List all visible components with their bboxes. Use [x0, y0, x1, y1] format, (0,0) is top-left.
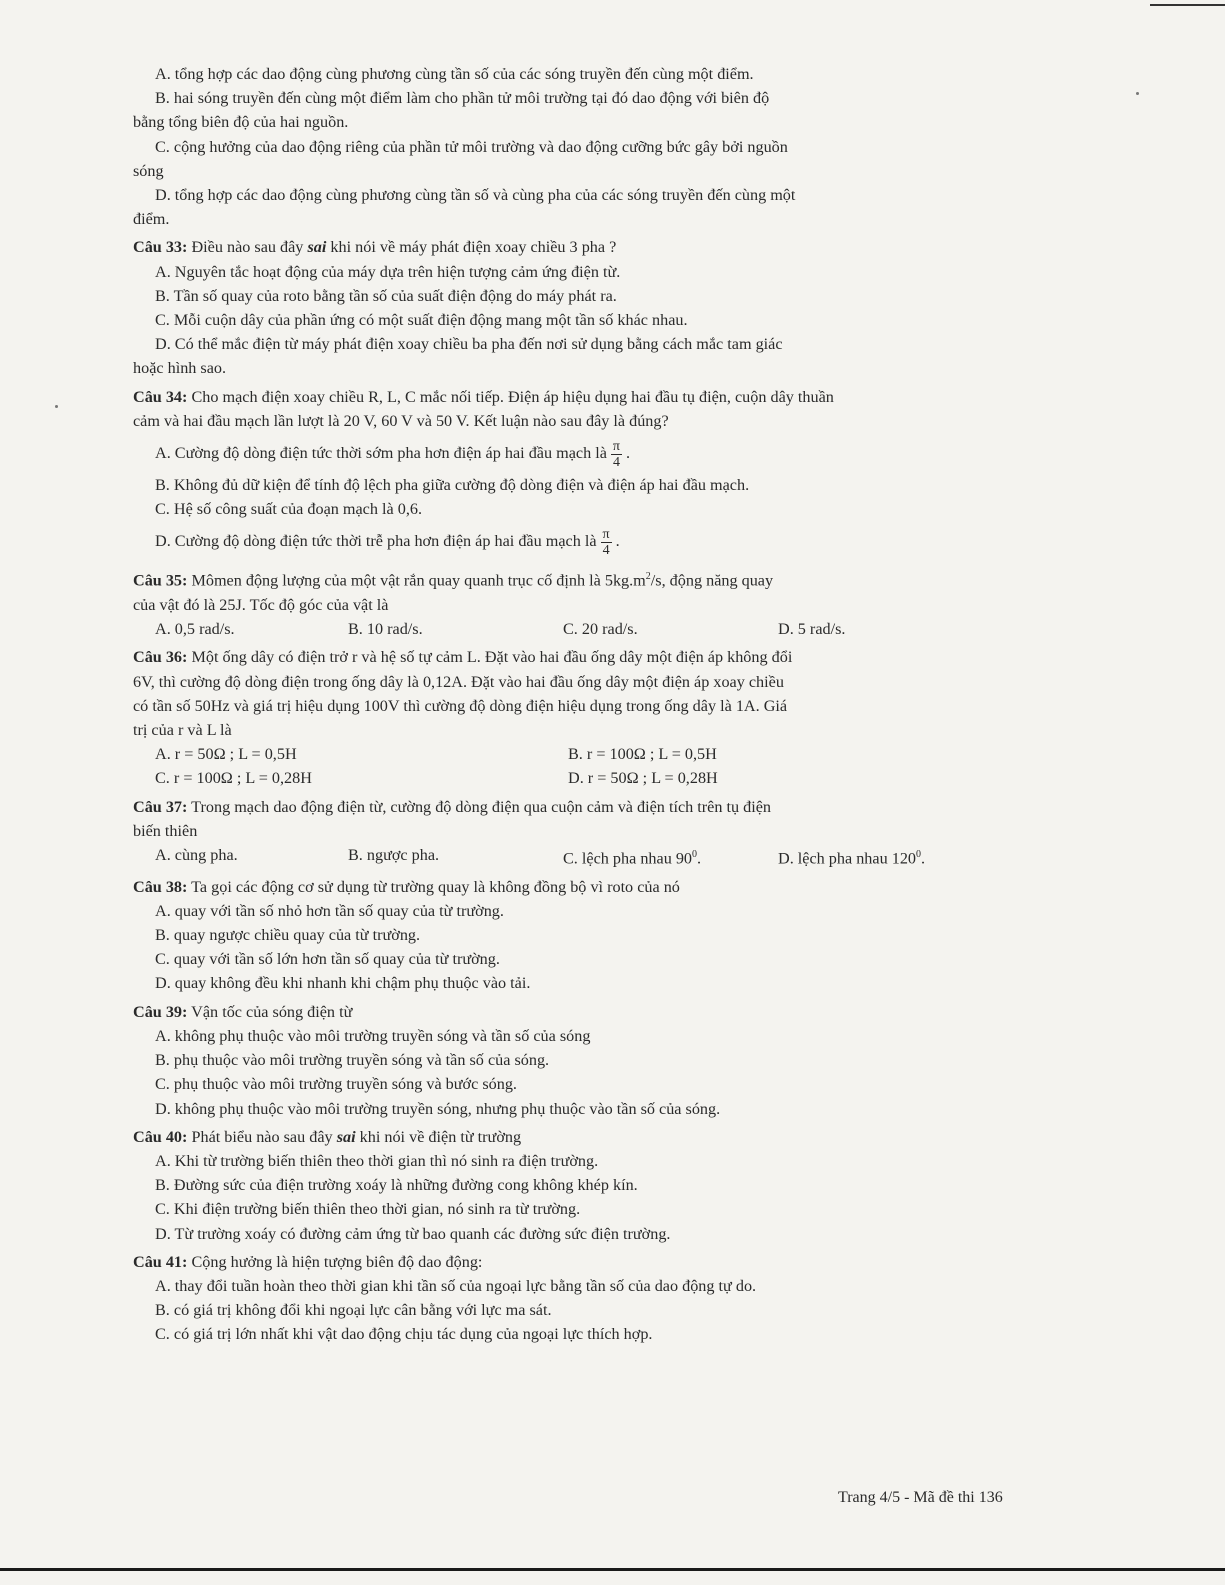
- option-d-cont: hoặc hình sao.: [133, 359, 227, 378]
- question-label: Câu 41:: [133, 1252, 188, 1271]
- exam-content: [133, 62, 1048, 1347]
- fraction-numerator: π: [602, 527, 610, 543]
- option-c: [563, 843, 778, 871]
- stem-text: khi nói về điện từ trường: [355, 1127, 522, 1146]
- option-d: D. r = 50Ω ; L = 0,28H: [568, 769, 718, 788]
- superscript: 0: [692, 849, 698, 861]
- question-stem: [133, 875, 1048, 899]
- option-a: A. cùng pha.: [155, 846, 238, 865]
- option-d: [778, 843, 993, 871]
- stem-text: Điều nào sau đây: [187, 238, 308, 257]
- option-b-cont: bằng tổng biên độ của hai nguồn.: [133, 113, 349, 132]
- option-a: A. tổng hợp các dao động cùng phương cùng tần số của các sóng truyền đến cùng một điểm.: [155, 65, 754, 83]
- option-c: C. phụ thuộc vào môi trường truyền sóng và bước sóng.: [155, 1075, 517, 1094]
- stem-text: Cho mạch điện xoay chiều R, L, C mắc nối tiếp. Điện áp hiệu dụng hai đầu tụ điện, cuộn dây thuần: [187, 387, 834, 406]
- option-d: D. Có thể mắc điện từ máy phát điện xoay chiều ba pha đến nơi sử dụng bằng cách mắc tam giác: [155, 335, 783, 354]
- stem-text: Cộng hưởng là hiện tượng biên độ dao động:: [187, 1252, 483, 1271]
- option-c-cont: sóng: [133, 161, 164, 180]
- question-stem-cont: của vật đó là 25J. Tốc độ góc của vật là: [133, 596, 389, 615]
- stem-text: Ta gọi các động cơ sử dụng từ trường quay là không đồng bộ vì roto của nó: [187, 877, 680, 896]
- question-stem: [133, 1125, 1048, 1149]
- stem-text: Vận tốc của sóng điện từ: [187, 1002, 353, 1021]
- option-text: A. Cường độ dòng điện tức thời sớm pha hơn điện áp hai đầu mạch là: [155, 444, 607, 463]
- question-38: [133, 875, 1048, 996]
- option-b: B. hai sóng truyền đến cùng một điểm làm cho phần tử môi trường tại đó dao động với biên độ: [155, 89, 770, 108]
- question-label: Câu 38:: [133, 877, 188, 896]
- option-c: C. Hệ số công suất của đoạn mạch là 0,6.: [155, 500, 423, 519]
- question-stem-cont: cảm và hai đầu mạch lần lượt là 20 V, 60 V và 50 V. Kết luận nào sau đây là đúng?: [133, 411, 669, 430]
- option-a: A. 0,5 rad/s.: [155, 620, 235, 639]
- option-b: B. r = 100Ω ; L = 0,5H: [568, 745, 717, 764]
- question-stem: [133, 1000, 1048, 1024]
- question-33: [133, 235, 1048, 380]
- options-row: [133, 766, 1048, 790]
- option-d-cont: điểm.: [133, 210, 170, 229]
- option-c: C. Khi điện trường biến thiên theo thời gian, nó sinh ra từ trường.: [155, 1200, 581, 1219]
- option-b: B. Không đủ dữ kiện để tính độ lệch pha giữa cường độ dòng điện và điện áp hai đầu mạch.: [155, 476, 750, 495]
- question-32-options: [133, 62, 1048, 231]
- question-35: [133, 565, 1048, 641]
- option-d: D. tổng hợp các dao động cùng phương cùng tần số và cùng pha của các sóng truyền đến cùng một: [155, 186, 796, 205]
- stem-emphasis: sai: [336, 1127, 356, 1146]
- option-text: D. lệch pha nhau 120: [778, 849, 917, 868]
- option-a: A. không phụ thuộc vào môi trường truyền sóng và tần số của sóng: [155, 1026, 591, 1045]
- question-label: Câu 40:: [133, 1127, 188, 1146]
- question-label: Câu 33:: [133, 238, 188, 257]
- option-b: B. Đường sức của điện trường xoáy là những đường cong không khép kín.: [155, 1176, 638, 1195]
- question-stem-cont: trị của r và L là: [133, 721, 232, 740]
- stem-emphasis: sai: [307, 238, 327, 257]
- option-b: B. phụ thuộc vào môi trường truyền sóng và tần số của sóng.: [155, 1051, 550, 1070]
- option-text: .: [697, 849, 702, 868]
- scan-speck: [1136, 92, 1139, 95]
- question-stem: [133, 1250, 1048, 1274]
- fraction-pi-over-4: [611, 439, 622, 470]
- fraction-denominator: 4: [602, 543, 610, 559]
- scan-speck: [55, 405, 58, 408]
- option-a: A. Cường độ dòng điện tức thời sớm pha hơn điện áp hai đầu mạch là $\frac{\pi}{4}$ .: [155, 438, 631, 470]
- option-c: C. cộng hưởng của dao động riêng của phần tử môi trường và dao động cưỡng bức gây bởi nguồn: [155, 137, 788, 156]
- fraction-pi-over-4: [601, 527, 612, 558]
- superscript: 2: [645, 571, 651, 583]
- page-footer: Trang 4/5 - Mã đề thi 136: [838, 1489, 1003, 1506]
- stem-text: Mômen động lượng của một vật rắn quay quanh trục cố định là 5kg.m: [187, 571, 646, 590]
- option-a: A. quay với tần số nhỏ hơn tần số quay của từ trường.: [155, 901, 504, 920]
- option-a: A. thay đổi tuần hoàn theo thời gian khi tần số của ngoại lực bằng tần số của dao động tự do.: [155, 1276, 757, 1295]
- question-label: Câu 36:: [133, 648, 188, 667]
- option-c: C. Mỗi cuộn dây của phần ứng có một suất điện động mang một tần số khác nhau.: [155, 311, 688, 330]
- stem-text: Một ống dây có điện trở r và hệ số tự cảm L. Đặt vào hai đầu ống dây một điện áp không đổi: [187, 648, 793, 667]
- option-text: .: [921, 849, 926, 868]
- question-stem: [133, 795, 1048, 819]
- question-stem: [133, 565, 1048, 593]
- fraction-numerator: π: [612, 438, 620, 454]
- option-text: C. lệch pha nhau 90: [563, 849, 693, 868]
- option-a: A. Nguyên tắc hoạt động của máy dựa trên hiện tượng cảm ứng điện từ.: [155, 262, 621, 281]
- question-label: Câu 37:: [133, 797, 188, 816]
- option-d: D. 5 rad/s.: [778, 620, 846, 639]
- option-c: C. có giá trị lớn nhất khi vật dao động chịu tác dụng của ngoại lực thích hợp.: [155, 1325, 653, 1344]
- options-row: [133, 617, 1048, 641]
- stem-text: /s, động năng quay: [650, 571, 774, 590]
- question-stem: [133, 235, 1048, 259]
- option-d: D. Cường độ dòng điện tức thời trễ pha hơn điện áp hai đầu mạch là $\frac{\pi}{4}$ .: [155, 527, 620, 559]
- question-34: [133, 385, 1048, 562]
- question-stem: [133, 645, 1048, 669]
- fraction-denominator: 4: [612, 454, 620, 470]
- option-text: D. Cường độ dòng điện tức thời trễ pha hơn điện áp hai đầu mạch là: [155, 532, 597, 551]
- stem-text: Trong mạch dao động điện từ, cường độ dòng điện qua cuộn cảm và điện tích trên tụ điện: [187, 797, 771, 816]
- option-b: B. có giá trị không đổi khi ngoại lực cân bằng với lực ma sát.: [155, 1301, 552, 1320]
- option-c: C. 20 rad/s.: [563, 620, 638, 639]
- option-d: D. không phụ thuộc vào môi trường truyền sóng, nhưng phụ thuộc vào tần số của sóng.: [155, 1099, 721, 1118]
- option-b: B. quay ngược chiều quay của từ trường.: [155, 926, 421, 945]
- question-label: Câu 34:: [133, 387, 188, 406]
- superscript: 0: [916, 849, 922, 861]
- question-37: [133, 795, 1048, 871]
- options-row: [133, 843, 1048, 871]
- option-d: D. Từ trường xoáy có đường cảm ứng từ bao quanh các đường sức điện trường.: [155, 1224, 671, 1243]
- options-row: [133, 742, 1048, 766]
- question-39: [133, 1000, 1048, 1121]
- scan-edge-top: [1150, 4, 1225, 6]
- stem-text: Phát biểu nào sau đây: [187, 1127, 337, 1146]
- question-stem: [133, 385, 1048, 409]
- question-40: [133, 1125, 1048, 1246]
- question-label: Câu 39:: [133, 1002, 188, 1021]
- option-c: C. quay với tần số lớn hơn tần số quay của từ trường.: [155, 950, 500, 969]
- option-b: B. 10 rad/s.: [348, 620, 423, 639]
- option-a: A. Khi từ trường biến thiên theo thời gian thì nó sinh ra điện trường.: [155, 1151, 599, 1170]
- stem-text: khi nói về máy phát điện xoay chiều 3 pha ?: [326, 238, 617, 257]
- question-stem-cont: 6V, thì cường độ dòng điện trong ống dây là 0,12A. Đặt vào hai đầu ống dây một điện áp xoay chiều: [133, 672, 784, 691]
- question-stem-cont: biến thiên: [133, 821, 198, 840]
- scan-edge-bottom: [0, 1568, 1225, 1571]
- option-b: B. ngược pha.: [348, 846, 440, 865]
- option-b: B. Tần số quay của roto bằng tần số của suất điện động do máy phát ra.: [155, 286, 617, 305]
- question-41: [133, 1250, 1048, 1347]
- question-36: [133, 645, 1048, 790]
- option-d: D. quay không đều khi nhanh khi chậm phụ thuộc vào tải.: [155, 974, 531, 993]
- option-a: A. r = 50Ω ; L = 0,5H: [155, 745, 297, 764]
- option-c: C. r = 100Ω ; L = 0,28H: [155, 769, 312, 788]
- question-label: Câu 35:: [133, 571, 188, 590]
- question-stem-cont: có tần số 50Hz và giá trị hiệu dụng 100V thì cường độ dòng điện hiệu dụng trong ống dây là 1A. Giá: [133, 696, 788, 715]
